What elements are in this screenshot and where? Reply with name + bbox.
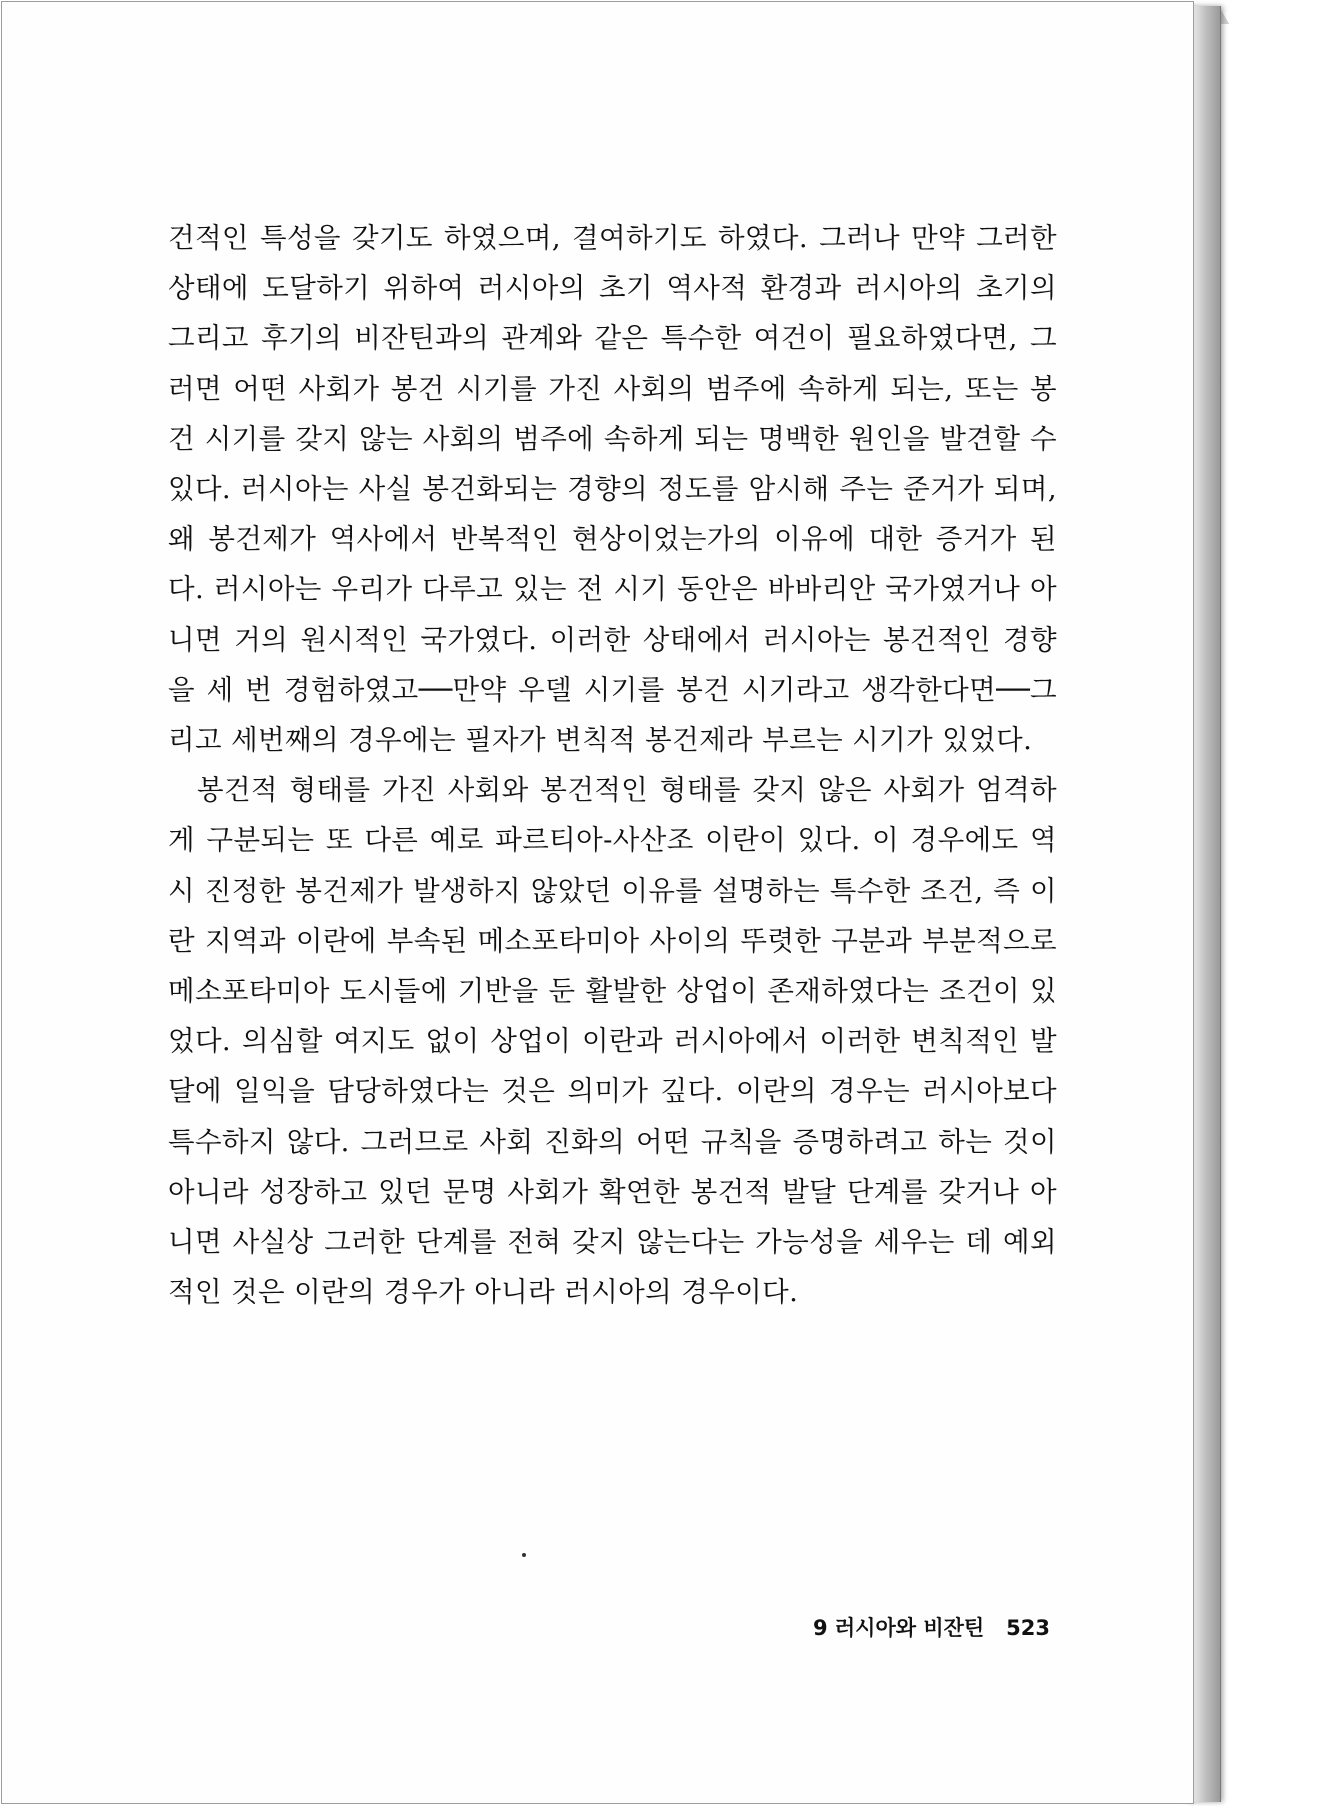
footer-spacer xyxy=(984,1616,1006,1640)
scan-speck xyxy=(522,1553,526,1557)
paragraph-2: 봉건적 형태를 가진 사회와 봉건적인 형태를 갖지 않은 사회가 엄격하게 구분되는 또 다른 예로 파르티아-사산조 이란이 있다. 이 경우에도 역시 진정한 봉건제가 발생하지 않았던 이유를 설명하는 특수한 조건, 즉 이란 지역과 이란에 부속된 메소포타미아 사이의 뚜렷한 구분과 부분적으로 메소포타미아 도시들에 기반을 둔 활발한 상업이 존재하였다는 조건이 있었다. 의심할 여지도 없이 상업이 이란과 러시아에서 이러한 변칙적인 발달에 일익을 담당하였다는 것은 의미가 깊다. 이란의 경우는 러시아보다 특수하지 않다. 그러므로 사회 진화의 어떤 규칙을 증명하려고 하는 것이 아니라 성장하고 있던 문명 사회가 확연한 봉건적 발달 단계를 갖거나 아니면 사실상 그러한 단계를 전혀 갖지 않는다는 가능성을 세우는 데 예외적인 것은 이란의 경우가 아니라 러시아의 경우이다. xyxy=(168,774,1057,1309)
running-footer-chapter: 9 러시아와 비잔틴 xyxy=(812,1616,985,1640)
paragraph-1: 건적인 특성을 갖기도 하였으며, 결여하기도 하였다. 그러나 만약 그러한 상태에 도달하기 위하여 러시아의 초기 역사적 환경과 러시아의 초기의 그리고 후기의 비잔틴과의 관계와 같은 특수한 여건이 필요하였다면, 그러면 어떤 사회가 봉건 시기를 가진 사회의 범주에 속하게 되는, 또는 봉건 시기를 갖지 않는 사회의 범주에 속하게 되는 명백한 원인을 발견할 수 있다. 러시아는 사실 봉건화되는 경향의 정도를 암시해 주는 준거가 되며, 왜 봉건제가 역사에서 반복적인 현상이었는가의 이유에 대한 증거가 된다. 러시아는 우리가 다루고 있는 전 시기 동안은 바바리안 국가였거나 아니면 거의 원시적인 국가였다. 이러한 상태에서 러시아는 봉건적인 경향을 세 번 경험하였고──만약 우델 시기를 봉건 시기라고 생각한다면──그리고 세번째의 경우에는 필자가 변칙적 봉건제라 부르는 시기가 있었다. xyxy=(168,222,1057,757)
page-number: 523 xyxy=(1006,1616,1050,1640)
book-page xyxy=(1,1,1194,1804)
page-footer xyxy=(710,1612,1050,1642)
page-body xyxy=(168,213,1057,1317)
